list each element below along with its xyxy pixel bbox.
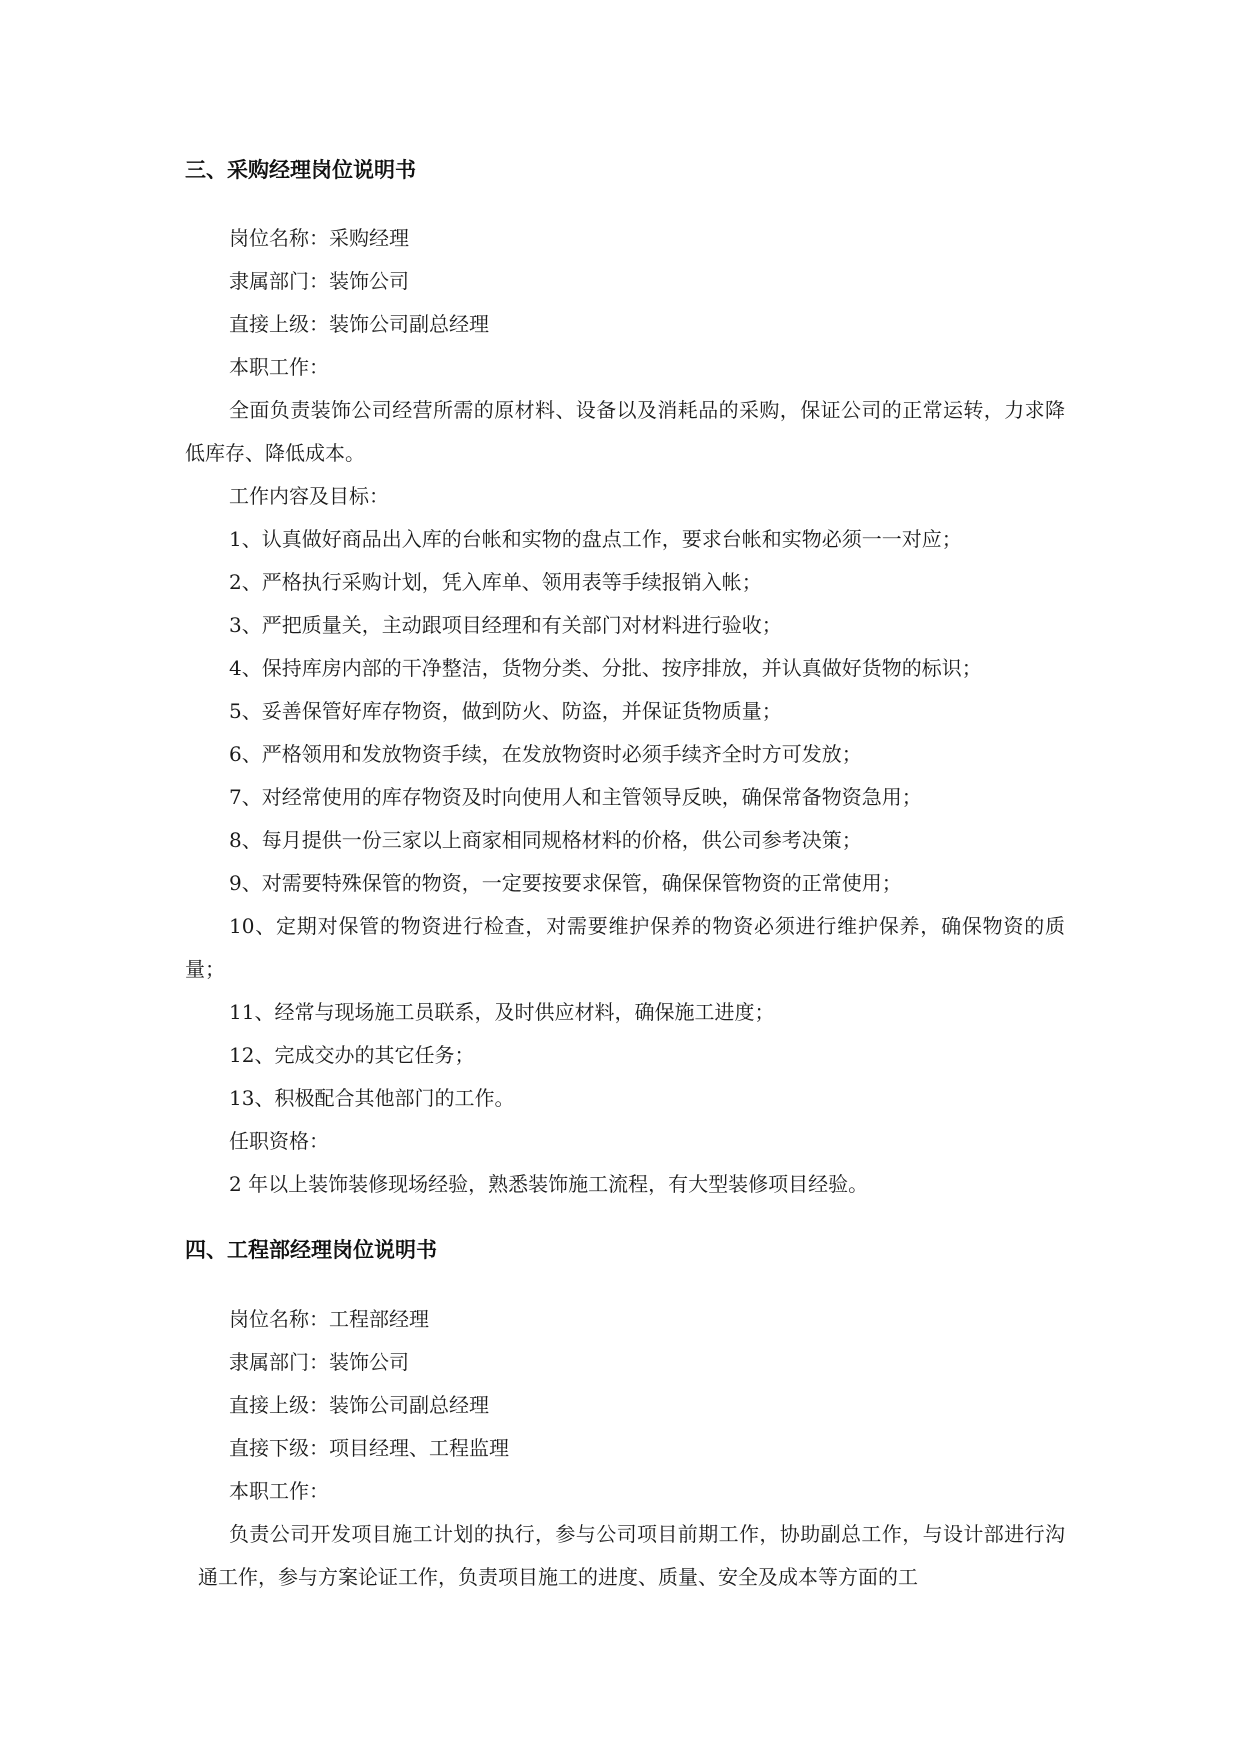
list-item: 12、完成交办的其它任务； xyxy=(229,1043,475,1067)
section-purchasing-manager xyxy=(185,217,1065,1206)
section-heading-engineering-manager: 四、工程部经理岗位说明书 xyxy=(185,1238,437,1262)
list-item: 5、妥善保管好库存物资，做到防火、防盗，并保证货物质量； xyxy=(229,699,782,723)
field-position-name: 岗位名称：工程部经理 xyxy=(229,1307,429,1331)
list-item: 11、经常与现场施工员联系，及时供应材料，确保施工进度； xyxy=(229,1000,775,1024)
list-item: 1、认真做好商品出入库的台帐和实物的盘点工作，要求台帐和实物必须一一对应； xyxy=(229,527,962,551)
field-duty-label: 本职工作： xyxy=(229,1479,329,1503)
field-department: 隶属部门：装饰公司 xyxy=(229,1350,409,1374)
content-label: 工作内容及目标： xyxy=(229,484,389,508)
field-subordinate: 直接下级：项目经理、工程监理 xyxy=(229,1436,509,1460)
section-engineering-manager xyxy=(185,1298,1065,1599)
qualification-text: 2 年以上装饰装修现场经验，熟悉装饰施工流程，有大型装修项目经验。 xyxy=(229,1172,869,1196)
field-superior: 直接上级：装饰公司副总经理 xyxy=(229,1393,489,1417)
list-item: 9、对需要特殊保管的物资，一定要按要求保管，确保保管物资的正常使用； xyxy=(229,871,902,895)
section-heading-purchasing-manager: 三、采购经理岗位说明书 xyxy=(185,158,416,182)
list-item: 2、严格执行采购计划，凭入库单、领用表等手续报销入帐； xyxy=(229,570,762,594)
list-item: 7、对经常使用的库存物资及时向使用人和主管领导反映，确保常备物资急用； xyxy=(229,785,922,809)
field-superior: 直接上级：装饰公司副总经理 xyxy=(229,312,489,336)
list-item: 4、保持库房内部的干净整洁，货物分类、分批、按序排放，并认真做好货物的标识； xyxy=(229,656,982,680)
duty-text: 负责公司开发项目施工计划的执行，参与公司项目前期工作，协助副总工作，与设计部进行沟通工作，参与方案论证工作，负责项目施工的进度、质量、安全及成本等方面的工 xyxy=(198,1522,1065,1589)
list-item: 13、积极配合其他部门的工作。 xyxy=(229,1086,515,1110)
field-position-name: 岗位名称：采购经理 xyxy=(229,226,409,250)
list-item: 3、严把质量关，主动跟项目经理和有关部门对材料进行验收； xyxy=(229,613,782,637)
list-item: 6、严格领用和发放物资手续，在发放物资时必须手续齐全时方可发放； xyxy=(229,742,862,766)
list-item: 10、定期对保管的物资进行检查，对需要维护保养的物资必须进行维护保养，确保物资的质量； xyxy=(185,914,1065,981)
list-item: 8、每月提供一份三家以上商家相同规格材料的价格，供公司参考决策； xyxy=(229,828,862,852)
field-duty-label: 本职工作： xyxy=(229,355,329,379)
field-department: 隶属部门：装饰公司 xyxy=(229,269,409,293)
duty-text: 全面负责装饰公司经营所需的原材料、设备以及消耗品的采购，保证公司的正常运转，力求降低库存、降低成本。 xyxy=(185,398,1065,465)
qualification-label: 任职资格： xyxy=(229,1129,329,1153)
